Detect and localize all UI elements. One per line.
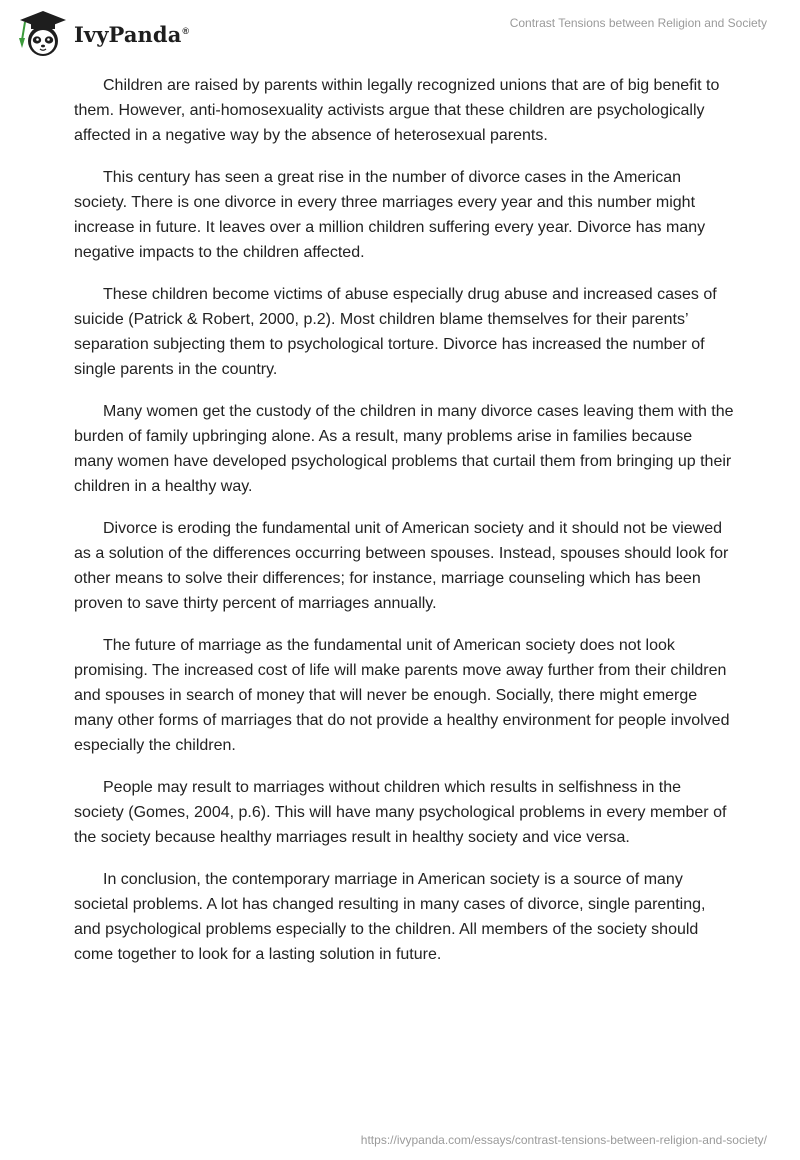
- document-title: Contrast Tensions between Religion and Society: [509, 16, 767, 30]
- essay-body: [74, 73, 734, 984]
- paragraph: The future of marriage as the fundamental unit of American society does not look promising. The increased cost of life will make parents move away further from their children and spouses in search of money that will never be enough. Socially, there might emerge many other forms of marriages that do not provide a healthy environment for people involved especially the children.: [74, 637, 730, 754]
- paragraph: Divorce is eroding the fundamental unit of American society and it should not be viewed as a solution of the differences occurring between spouses. Instead, spouses should look for other means to solve their differences; for instance, marriage counseling which has been proven to save thirty percent of marriages annually.: [74, 520, 729, 612]
- paragraph: Children are raised by parents within legally recognized unions that are of big benefit to them. However, anti-homosexuality activists argue that these children are psychologically affected in a negative way by the absence of heterosexual parents.: [74, 77, 720, 144]
- page-header: [0, 0, 800, 60]
- paragraph: People may result to marriages without children which results in selfishness in the society (Gomes, 2004, p.6). This will have many psychological problems in every member of the society because healthy marriages result in healthy society and vice versa.: [74, 779, 727, 846]
- panda-graduate-icon: [16, 8, 70, 58]
- source-url[interactable]: https://ivypanda.com/essays/contrast-tensions-between-religion-and-society/: [360, 1133, 767, 1147]
- paragraph: In conclusion, the contemporary marriage in American society is a source of many societal problems. A lot has changed resulting in many cases of divorce, single parenting, and psychological problems especially to the children. All members of the society should come together to look for a lasting solution in future.: [74, 871, 706, 963]
- logo-wordmark: IvyPanda®: [74, 21, 190, 47]
- paragraph: This century has seen a great rise in the number of divorce cases in the American society. There is one divorce in every three marriages every year and this number might increase in future. It leaves over a million children suffering every year. Divorce has many negative impacts to the children affected.: [74, 169, 706, 261]
- paragraph: Many women get the custody of the children in many divorce cases leaving them with the burden of family upbringing alone. As a result, many problems arise in families because many women have developed psychological problems that curtail them from bringing up their children in a healthy way.: [74, 403, 734, 495]
- paragraph: These children become victims of abuse especially drug abuse and increased cases of suicide (Patrick & Robert, 2000, p.2). Most children blame themselves for their parents’ separation subjecting them to psychological torture. Divorce has increased the number of single parents in the country.: [74, 286, 717, 378]
- ivypanda-logo[interactable]: [16, 8, 189, 58]
